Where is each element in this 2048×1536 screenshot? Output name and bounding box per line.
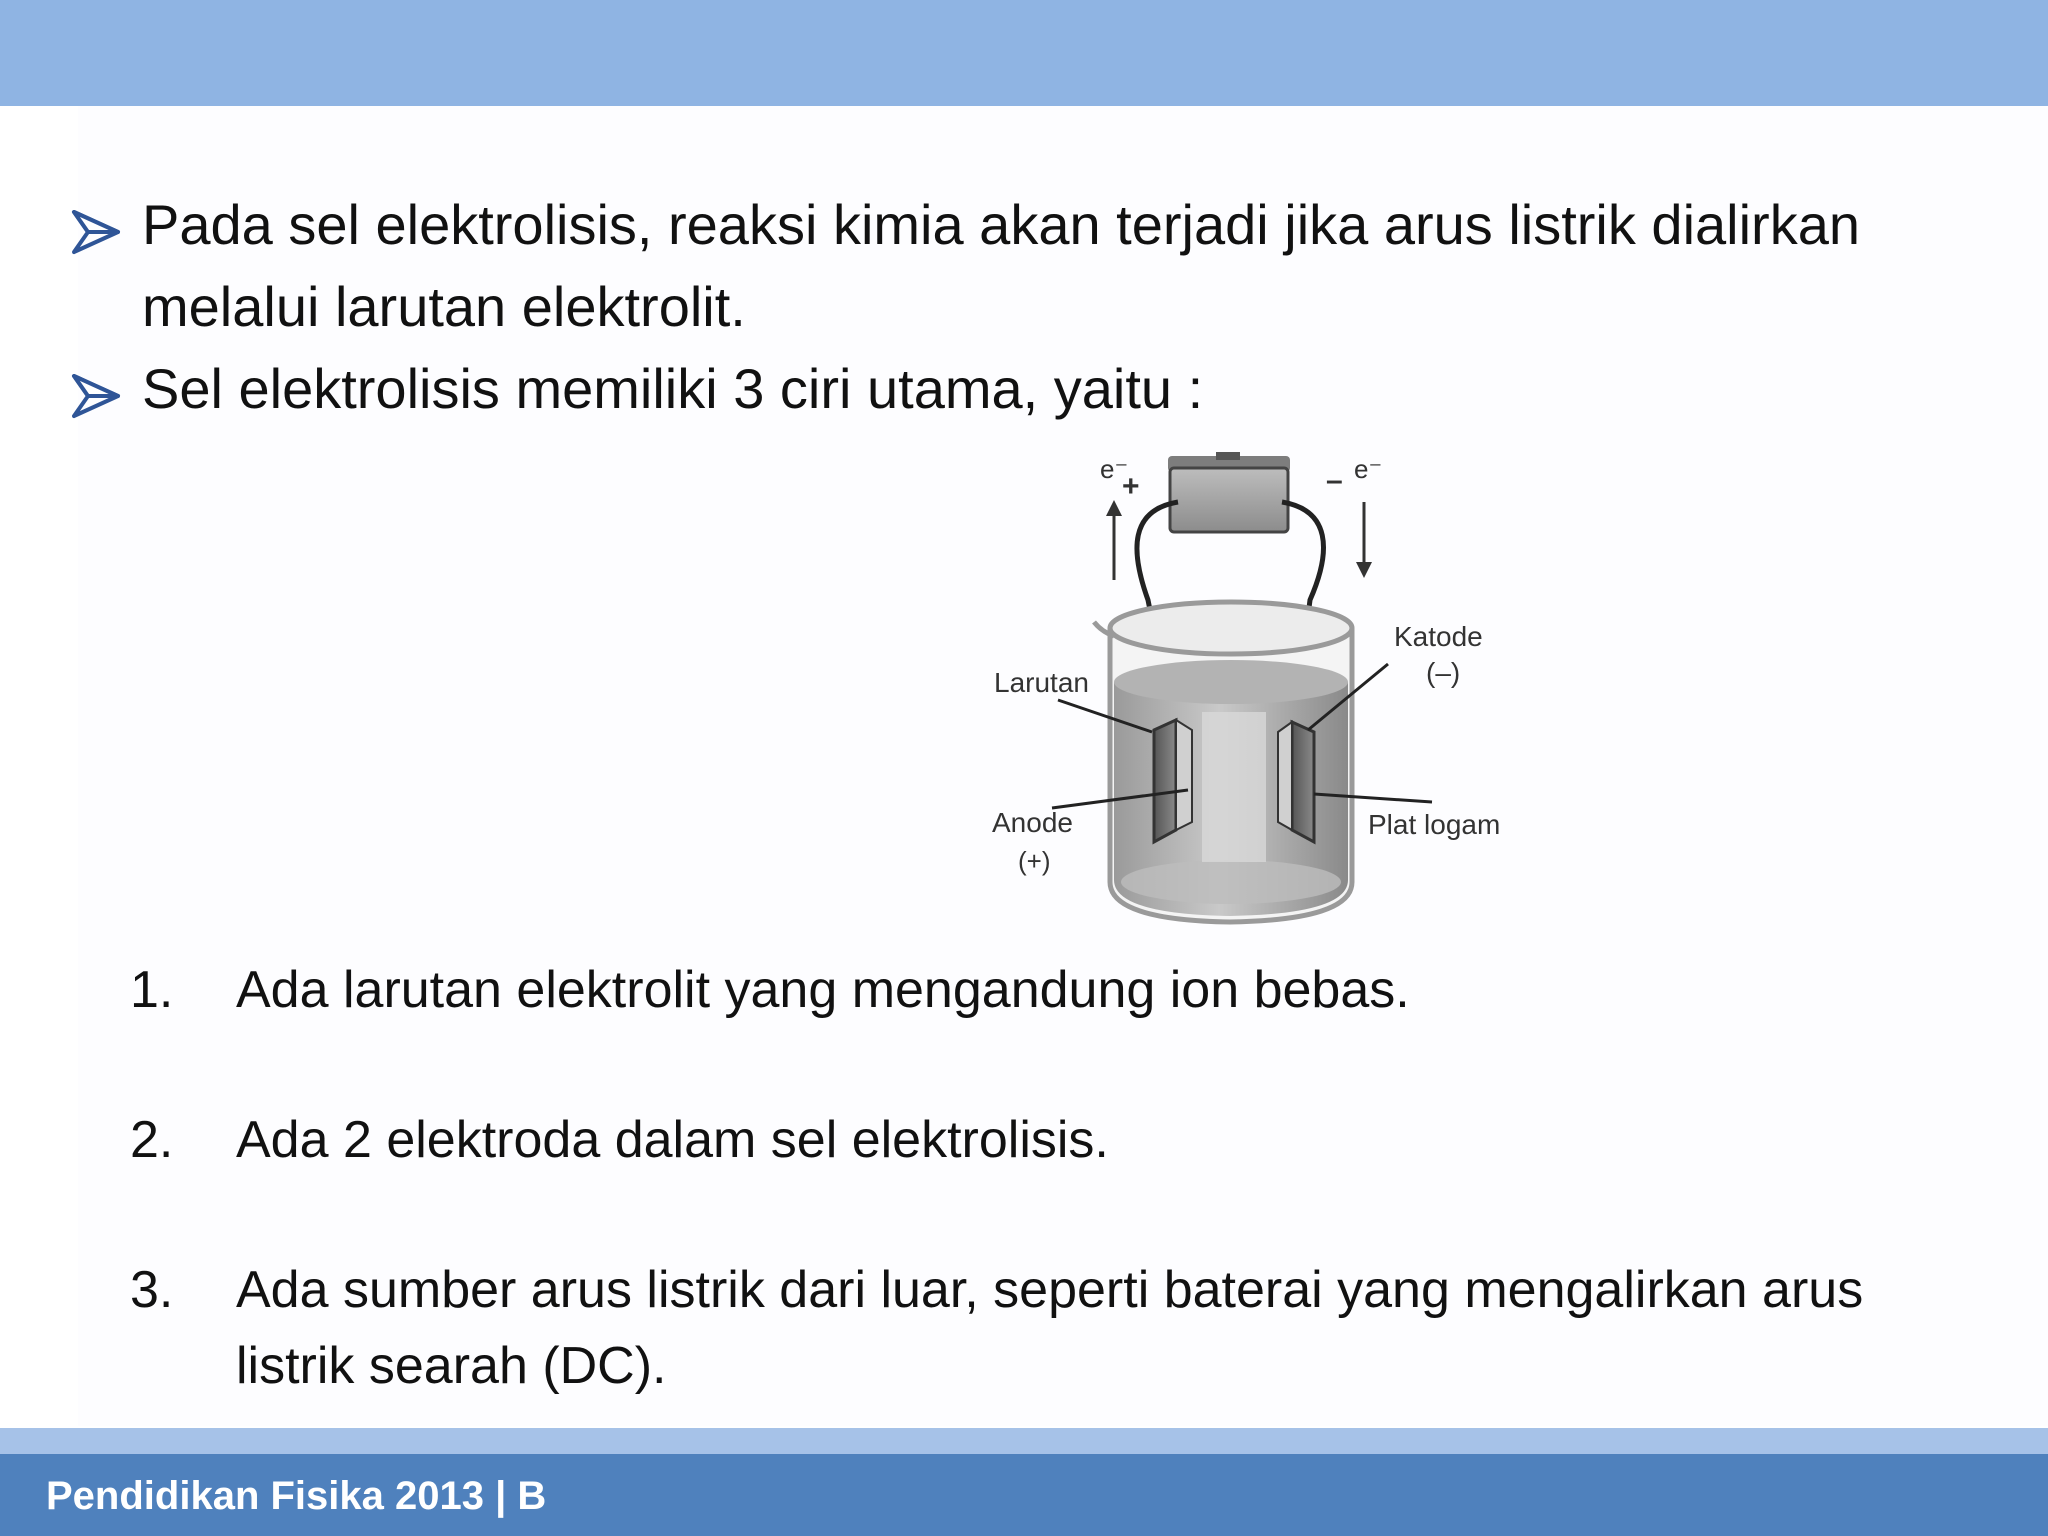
electron-label-left: e⁻ — [1100, 454, 1129, 484]
katode-label: Katode — [1394, 621, 1483, 652]
bullet-text: Sel elektrolisis memiliki 3 ciri utama, yaitu : — [142, 357, 1204, 420]
electron-flow-up-arrow — [1106, 500, 1122, 580]
anode-plate — [1154, 720, 1192, 842]
anode-sign-label: (+) — [1018, 846, 1051, 876]
larutan-label: Larutan — [994, 667, 1089, 698]
list-text: Ada larutan elektrolit yang mengandung ion bebas. — [236, 961, 1410, 1019]
bullet-item — [70, 184, 1970, 348]
electrolysis-cell-diagram — [980, 450, 1580, 930]
list-number: 3. — [130, 1261, 174, 1319]
arrow-bullet-icon — [70, 370, 142, 422]
cathode-plate — [1278, 722, 1314, 842]
footer-text: Pendidikan Fisika 2013 | B — [46, 1474, 547, 1518]
electron-flow-down-arrow — [1356, 502, 1372, 578]
list-text: Ada 2 elektroda dalam sel elektrolisis. — [236, 1111, 1109, 1169]
battery-icon — [1168, 452, 1290, 532]
top-banner — [0, 0, 2048, 106]
list-item — [130, 1102, 1990, 1178]
footer-stripe — [0, 1428, 2048, 1454]
plat-logam-label: Plat logam — [1368, 809, 1501, 840]
list-number: 2. — [130, 1111, 174, 1169]
list-number: 1. — [130, 961, 174, 1019]
anode-label: Anode — [992, 807, 1073, 838]
liquid-highlight — [1202, 712, 1266, 862]
list-text: Ada sumber arus listrik dari luar, seperti baterai yang mengalirkan arus listrik searah (DC). — [236, 1261, 1864, 1395]
bullet-text: Pada sel elektrolisis, reaksi kimia akan terjadi jika arus listrik dialirkan melalui larutan elektrolit. — [142, 193, 1860, 338]
list-item — [130, 952, 1990, 1028]
negative-terminal-label: – — [1326, 464, 1343, 497]
electron-label-right: e⁻ — [1354, 454, 1383, 484]
positive-terminal-label: + — [1122, 470, 1140, 503]
list-item — [130, 1252, 1990, 1404]
arrow-bullet-icon — [70, 206, 142, 258]
katode-sign-label: (–) — [1426, 657, 1461, 688]
bullet-item — [70, 348, 1970, 430]
